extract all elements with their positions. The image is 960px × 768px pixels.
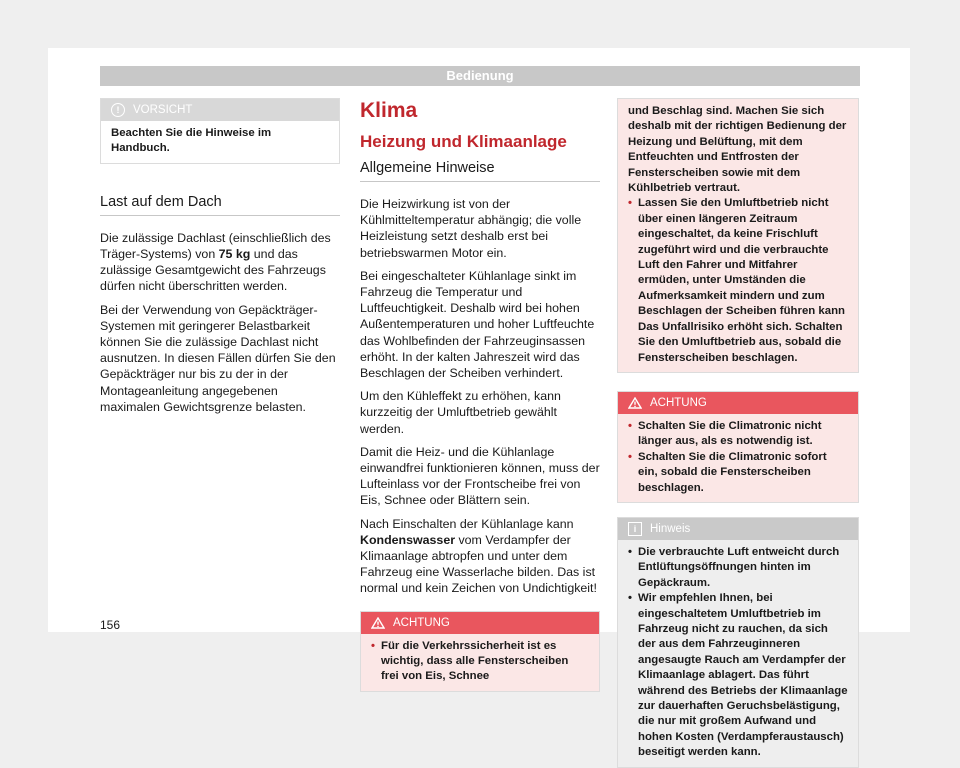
hinweis-box bbox=[617, 517, 859, 768]
exclamation-icon: ! bbox=[111, 103, 125, 117]
column-middle bbox=[360, 98, 600, 692]
paragraph bbox=[360, 516, 600, 597]
bold-term: Kondenswasser bbox=[360, 532, 456, 547]
bullet-icon: • bbox=[628, 450, 632, 463]
achtung-box-2 bbox=[617, 391, 859, 503]
bullet-icon: • bbox=[371, 639, 375, 652]
achtung-header bbox=[618, 392, 858, 414]
bullet-text: Die verbrauchte Luft entweicht durch Entlüftungsöffnungen hinten im Gepäckraum. bbox=[638, 545, 840, 589]
bullet-item bbox=[628, 545, 848, 591]
vorsicht-box bbox=[100, 98, 340, 164]
vorsicht-body bbox=[101, 121, 339, 163]
continued-text: und Beschlag sind. Machen Sie sich deshalb mit der richtigen Bedienung der Heizung und Belüftung, mit dem Entfeuchten und Entfrosten der Fensterscheiben sowie mit dem Kühlbetrieb vertraut. bbox=[628, 105, 847, 195]
achtung-body-continued bbox=[618, 99, 858, 372]
achtung-header bbox=[361, 612, 599, 634]
paragraph: Damit die Heiz- und die Kühlanlage einwandfrei funktionieren können, muss der Lufteinlass vor der Frontscheibe frei von Eis, Schnee oder Blättern sein. bbox=[360, 444, 600, 508]
vorsicht-header bbox=[101, 99, 339, 121]
achtung-box-1 bbox=[360, 611, 600, 692]
section-title-allgemein: Allgemeine Hinweise bbox=[360, 160, 600, 182]
paragraph: Bei der Verwendung von Gepäckträger-Systemen mit geringerer Belastbarkeit können Sie die zulässige Dachlast nicht ausnutzen. In diesen Fällen dürfen Sie den Gepäckträger nur bis zu der in der Montageanleitung angegebenen maximalen Gewichtsgrenze belasten. bbox=[100, 302, 336, 414]
column-right bbox=[617, 98, 859, 768]
info-icon: i bbox=[628, 522, 642, 536]
paragraph: Bei eingeschalteter Kühlanlage sinkt im Fahrzeug die Temperatur und Luftfeuchtigkeit. Deshalb wird bei hohen Außentemperaturen und hoher Luftfeuchte das Wohlbefinden der Fahrzeuginsassen erhöht. In der kalten Jahreszeit wird das Beschlagen der Scheiben verhindert. bbox=[360, 268, 595, 381]
running-header: Bedienung bbox=[100, 66, 860, 86]
achtung-label: ACHTUNG bbox=[650, 396, 707, 409]
section-title-dach: Last auf dem Dach bbox=[100, 194, 340, 216]
vorsicht-label: VORSICHT bbox=[133, 104, 193, 116]
chapter-title: Klima bbox=[360, 99, 418, 122]
hinweis-header bbox=[618, 518, 858, 540]
page-number: 156 bbox=[100, 618, 121, 632]
text-run: und das zulässige Gesamtgewicht des Fahrzeugs dürfen nicht überschritten werden. bbox=[100, 247, 326, 294]
achtung-box-1-continued bbox=[617, 98, 859, 373]
text-run: Nach Einschalten der Kühlanlage kann bbox=[360, 516, 574, 531]
bullet-icon: • bbox=[628, 545, 632, 558]
bullet-text: Schalten Sie die Climatronic sofort ein, sobald die Fensterscheiben beschlagen. bbox=[638, 450, 827, 494]
warning-triangle-icon bbox=[628, 397, 642, 409]
paragraph: Um den Kühleffekt zu erhöhen, kann kurzzeitig der Umluftbetrieb gewählt werden. bbox=[360, 389, 561, 436]
achtung-body bbox=[361, 634, 599, 691]
hinweis-body bbox=[618, 540, 858, 767]
achtung-body bbox=[618, 414, 858, 502]
bullet-item bbox=[628, 450, 848, 496]
bullet-text: Lassen Sie den Umluftbetrieb nicht über einen längeren Zeitraum eingeschaltet, da keine Frischluft zugeführt wird und die verbrauchte Luft den Fahrer und Mitfahrer ermüden, unter Umständen die Aufmerksamkeit mindern und zum Beschlagen der Scheiben führen kann Das Unfallrisiko erhöht sich. Schalten Sie den Umluftbetrieb aus, sobald die Fensterscheiben beschlagen. bbox=[638, 197, 845, 364]
text-run: vom Verdampfer der Klimaanlage abtropfen und unter dem Fahrzeug eine Wasserlache bilden. Das ist normal und kein Zeichen von Undichtigkeit! bbox=[360, 532, 597, 596]
bullet-text: Schalten Sie die Climatronic nicht länger aus, als es notwendig ist. bbox=[638, 419, 822, 448]
bullet-icon: • bbox=[628, 197, 632, 210]
bullet-text: Für die Verkehrssicherheit ist es wichtig, dass alle Fensterscheiben frei von Eis, Schnee bbox=[381, 639, 569, 683]
text-run: Die zulässige Dachlast (einschließlich des Träger-Systems) von bbox=[100, 230, 331, 262]
column-left bbox=[100, 98, 340, 422]
paragraph: Die Heizwirkung ist von der Kühlmitteltemperatur abhängig; die volle Heizleistung setzt deshalb erst bei betriebswarmen Motor ein. bbox=[360, 197, 582, 260]
bold-weight: 75 kg bbox=[218, 247, 251, 262]
vorsicht-text: Beachten Sie die Hinweise im Handbuch. bbox=[111, 127, 272, 155]
bullet-item bbox=[628, 196, 848, 365]
warning-triangle-icon bbox=[371, 617, 385, 629]
bullet-item bbox=[628, 591, 848, 760]
bullet-item bbox=[371, 639, 589, 685]
hinweis-label: Hinweis bbox=[650, 522, 691, 535]
chapter-subtitle: Heizung und Klimaanlage bbox=[360, 132, 567, 151]
achtung-label: ACHTUNG bbox=[393, 616, 450, 629]
bullet-icon: • bbox=[628, 592, 632, 605]
bullet-item bbox=[628, 419, 848, 450]
paragraph bbox=[100, 230, 340, 295]
bullet-text: Wir empfehlen Ihnen, bei eingeschaltetem Umluftbetrieb im Fahrzeug nicht zu rauchen, da sich der aus dem Fahrzeuginneren angesaugte Rauch am Verdampfer der Klimaanlage ablagert. Das führt während des Betriebs der Klimaanlage zur dauerhaften Geruchsbelästigung, die nur mit großem Aufwand und hohen Kosten (Verdampferaustausch) beseitigt werden kann. bbox=[638, 592, 848, 759]
bullet-icon: • bbox=[628, 419, 632, 432]
